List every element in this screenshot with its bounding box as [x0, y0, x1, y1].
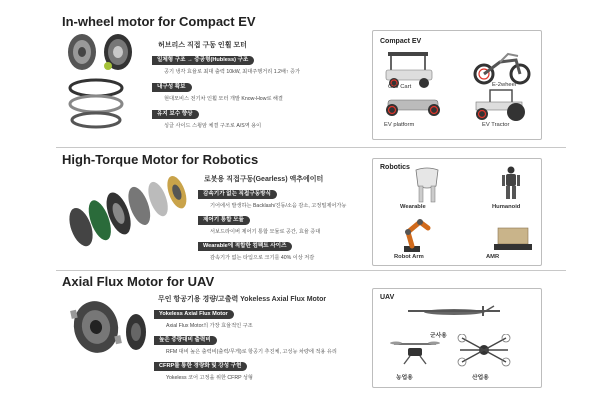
robotics-heading: 로봇용 직접구동(Gearless) 액추에이터 [204, 176, 324, 183]
feature-pill-yokeless: Yokeless Axial Flux Motor [154, 310, 234, 319]
feature-pill-gearless: 감속기가 없는 직접구동방식 [198, 190, 277, 199]
app-label-amr: AMR [486, 254, 500, 260]
feature-desc-controller: 서보드라이버 제어기 통합 모듈로 공간, 효율 증대 [210, 229, 321, 235]
feature-pill-controller: 제어기 통합 모듈 [198, 216, 250, 225]
app-label-robot-arm: Robot Arm [394, 254, 424, 260]
app-label-ev-tractor: EV Tractor [482, 122, 510, 128]
robotics-actuator-illustration [60, 168, 196, 252]
section-title-robotics: High-Torque Motor for Robotics [62, 152, 259, 167]
feature-pill-compact: Wearable에 적합한 컴팩트 사이즈 [198, 242, 292, 251]
feature-desc-compact: 감속기가 없는 타입으로 크기를 40% 이상 저감 [210, 255, 315, 261]
app-label-e-2wheel: E-2wheel [492, 82, 517, 88]
feature-desc-hubless: 공기 냉각 효율로 최대 출력 10kW, 최대주행거리 1.2배↑ 증가 [164, 69, 300, 75]
amr-illustration [494, 226, 538, 252]
feature-pill-durability: 내구성 확보 [152, 83, 192, 92]
compact-ev-box-title: Compact EV [380, 38, 422, 45]
feature-desc-cfrp: Yokeless 코어 고정을 위한 CFRP 성형 [166, 375, 253, 381]
e-2wheel-illustration [470, 48, 534, 86]
app-label-military: 군사용 [430, 333, 447, 339]
feature-desc-durability: 현대모비스 전기차 인휠 모터 개발 Know-How로 해결 [164, 96, 283, 102]
agricultural-drone-illustration [390, 336, 440, 366]
ev-platform-illustration [382, 92, 444, 120]
feature-pill-cfrp: CFRP를 통한 경량화 및 강성 구현 [154, 362, 247, 371]
inwheel-heading: 허브리스 직접 구동 인휠 모터 [158, 42, 247, 49]
app-label-industrial: 산업용 [472, 375, 489, 381]
feature-pill-hubless: 일체형 구조 → 중공형(Hubless) 구조 [152, 56, 254, 65]
section-title-uav: Axial Flux Motor for UAV [62, 274, 215, 289]
app-label-humanoid: Humanoid [492, 204, 521, 210]
app-label-wearable: Wearable [400, 204, 426, 210]
wearable-illustration [410, 166, 444, 204]
section-divider-2 [56, 270, 566, 271]
industrial-drone-illustration [456, 334, 512, 368]
robot-arm-illustration [394, 214, 434, 254]
app-label-ev-platform: EV platform [384, 122, 415, 128]
inwheel-motor-illustration [62, 30, 148, 130]
app-label-agricultural: 농업용 [396, 375, 413, 381]
humanoid-illustration [500, 166, 522, 200]
section-divider-1 [56, 147, 566, 148]
feature-desc-power-ratio: RFM 대비 높은 출력비(출력/무게)로 항공기 추진체, 고성능 차량에 적용 유리 [166, 349, 337, 355]
military-uav-illustration [404, 300, 504, 326]
feature-desc-gearless: 기어에서 발생하는 Backlash/진동/소음 감소, 고정밀제어가능 [210, 203, 347, 209]
uav-box-title: UAV [380, 294, 395, 301]
app-label-golf-cart: Golf Cart [388, 84, 412, 90]
feature-pill-power-ratio: 높은 중량대비 출력비 [154, 336, 217, 345]
uav-heading: 무인 항공기용 경량/고출력 Yokeless Axial Flux Motor [158, 296, 327, 303]
section-title-inwheel: In-wheel motor for Compact EV [62, 14, 256, 29]
feature-desc-yokeless: Axial Flux Motor의 가장 효율적인 구조 [166, 323, 253, 329]
axial-flux-motor-illustration [66, 292, 152, 362]
feature-desc-maintenance: 싱글 사이드 스윙암 체결 구조로 A/S역 용이 [164, 123, 262, 129]
robotics-box-title: Robotics [380, 164, 410, 171]
feature-pill-maintenance: 유지 보수 향상 [152, 110, 199, 119]
ev-tractor-illustration [468, 88, 532, 122]
